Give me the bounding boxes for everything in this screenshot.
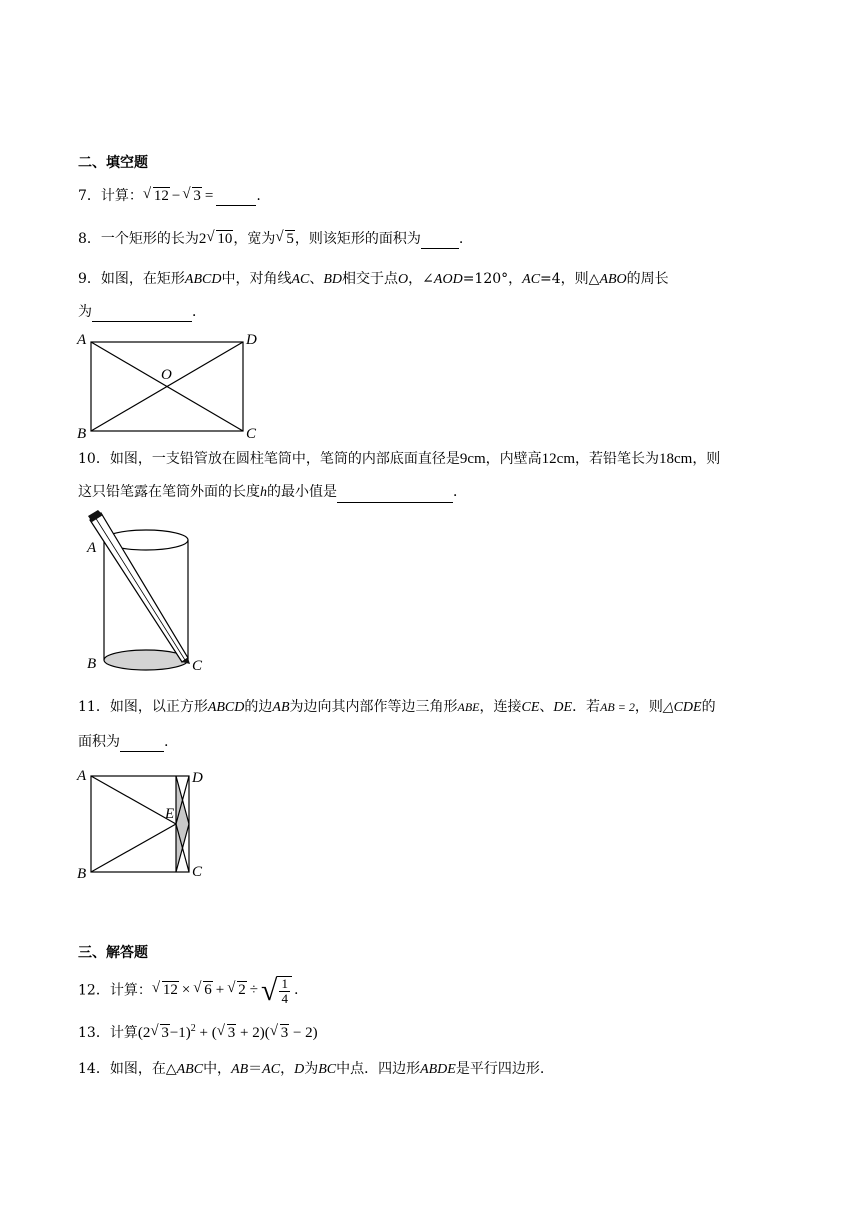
sqrt-3: √ 3 [182, 186, 201, 204]
question-text: 如图，在△ [109, 1061, 177, 1077]
question-text: 的最小值是 [267, 484, 337, 500]
cylinder-base [104, 650, 188, 670]
var: O [398, 272, 409, 287]
question-number: 9． [78, 271, 101, 287]
sqrt-12: √ 12 [142, 186, 169, 204]
question-text: =4，则△ [540, 271, 600, 287]
segment-be [91, 824, 176, 872]
value: 9cm [459, 451, 486, 467]
question-text: 如图，以正方形 [109, 699, 208, 715]
question-9 [78, 269, 669, 290]
label-a: A [87, 540, 97, 556]
question-text: ，则该矩形的面积为 [294, 231, 421, 247]
question-text: 计算： [100, 188, 143, 204]
var: AC [522, 272, 541, 287]
label-b: B [77, 426, 87, 442]
question-text: 相交于点 [342, 271, 399, 287]
var: AOD [433, 272, 463, 287]
var: ABDE [420, 1062, 456, 1077]
var: ABCD [184, 272, 222, 287]
question-text: 的周长 [626, 271, 669, 287]
question-text: =120°， [462, 271, 523, 287]
math-2sqrt10: 2 √ 10 [198, 229, 233, 247]
question-text: ， [280, 1061, 295, 1077]
question-8 [78, 229, 463, 249]
sqrt-fraction: √ $\frac{1}{4}$ [261, 976, 292, 1006]
question-text: 为 [304, 1061, 319, 1077]
question-text: 的边 [244, 699, 273, 715]
question-10-line2 [78, 482, 467, 503]
math-expression: (2 √ 3−1)$^2$ + ( √ 3 + 2)( √ 3 − 2) [137, 1023, 318, 1041]
label-c: C [246, 426, 257, 442]
question-11-line2 [78, 732, 168, 752]
question-text: ，则 [634, 699, 663, 715]
question-number: 12． [78, 982, 110, 999]
square-abcd [91, 776, 189, 872]
answer-blank[interactable] [421, 232, 459, 249]
period: . [293, 982, 299, 999]
value: 18cm [658, 451, 693, 467]
question-text: 一个矩形的长为 [100, 231, 199, 247]
segment-ae [91, 776, 176, 824]
question-text: ．若 [572, 699, 601, 715]
question-text: 计算： [109, 982, 152, 999]
pencil-cylinder-diagram [82, 510, 212, 678]
question-number: 13． [78, 1025, 110, 1041]
period: . [256, 188, 261, 204]
label-c: C [192, 864, 203, 880]
label-d: D [246, 332, 257, 348]
math-expression: √ 12 − √ 3 = [142, 186, 214, 204]
math-sqrt5: √ 5 [275, 229, 294, 247]
var: ABC [176, 1062, 204, 1077]
label-b: B [77, 866, 87, 882]
label-c: C [192, 658, 203, 674]
answer-blank[interactable] [120, 735, 164, 752]
var: DE [553, 700, 573, 715]
label-o: O [161, 367, 172, 383]
var: D [294, 1062, 305, 1077]
question-text: ，则 [692, 451, 721, 467]
question-text: ，若铅笔长为 [574, 451, 659, 467]
question-text: ，∠ [408, 271, 434, 287]
var: CE [521, 700, 540, 715]
period: ． [192, 304, 206, 320]
var: ABO [599, 272, 627, 287]
var: AB [231, 1062, 249, 1077]
question-11 [78, 697, 716, 718]
question-text: 如图，在矩形 [100, 271, 185, 287]
var: AC [291, 272, 310, 287]
question-9-line2 [78, 302, 206, 322]
period: ． [453, 484, 467, 500]
condition: AB = 2 [600, 700, 635, 714]
var: BC [318, 1062, 337, 1077]
var: h [260, 485, 267, 500]
answer-blank[interactable] [92, 305, 192, 322]
question-text: ，内壁高 [485, 451, 542, 467]
var: AB [272, 700, 290, 715]
question-number: 8． [78, 231, 101, 247]
question-number: 14． [78, 1061, 110, 1077]
var: AC [262, 1062, 281, 1077]
question-text: 的 [701, 699, 716, 715]
question-text: ，连接 [479, 699, 522, 715]
section-heading-solution: 三、解答题 [78, 945, 148, 961]
question-text: ，宽为 [233, 231, 276, 247]
label-b: B [87, 656, 97, 672]
question-text: 这只铅笔露在笔筒外面的长度 [78, 484, 260, 500]
pencil-center-line [95, 517, 185, 660]
value: 12cm [541, 451, 575, 467]
question-text: 中， [203, 1061, 232, 1077]
rectangle-diagram [74, 328, 274, 444]
answer-blank[interactable] [216, 189, 256, 206]
question-text: 面积为 [78, 734, 120, 750]
question-12 [78, 976, 298, 1006]
question-14 [78, 1059, 544, 1080]
square-triangle-diagram [74, 764, 214, 884]
period: . [458, 231, 464, 247]
question-13 [78, 1019, 318, 1043]
question-7 [78, 186, 261, 206]
question-number: 10． [78, 451, 110, 467]
period: . [164, 734, 169, 750]
question-text: 为边向其内部作等边三角形 [289, 699, 458, 715]
triangle-cde [176, 776, 189, 872]
var: ABCD [207, 700, 245, 715]
question-text: 计算 [109, 1025, 138, 1041]
label-a: A [77, 332, 87, 348]
question-text: 是平行四边形. [455, 1061, 545, 1077]
var: BD [323, 272, 343, 287]
var: △CDE [662, 700, 702, 715]
question-text: ＝ [248, 1061, 263, 1077]
question-text: 中点．四边形 [336, 1061, 421, 1077]
question-text: 中，对角线 [221, 271, 292, 287]
question-text: 如图，一支铅管放在圆柱笔筒中，笔筒的内部底面直径是 [109, 451, 460, 467]
label-a: A [77, 768, 87, 784]
answer-blank[interactable] [337, 486, 453, 503]
label-d: D [192, 770, 203, 786]
question-number: 7． [78, 188, 101, 204]
question-10 [78, 449, 720, 469]
question-text: 、 [309, 271, 324, 287]
math-expression: √ 12 × √ 6 + √ 2 ÷ √ $\frac{1}{4}$ [152, 982, 292, 998]
label-e: E [165, 806, 175, 822]
section-heading-fill-blank: 二、填空题 [78, 155, 148, 171]
question-number: 11． [78, 699, 110, 715]
question-text: 、 [539, 699, 554, 715]
var: ABE [457, 700, 480, 714]
question-text: 为 [78, 304, 92, 320]
